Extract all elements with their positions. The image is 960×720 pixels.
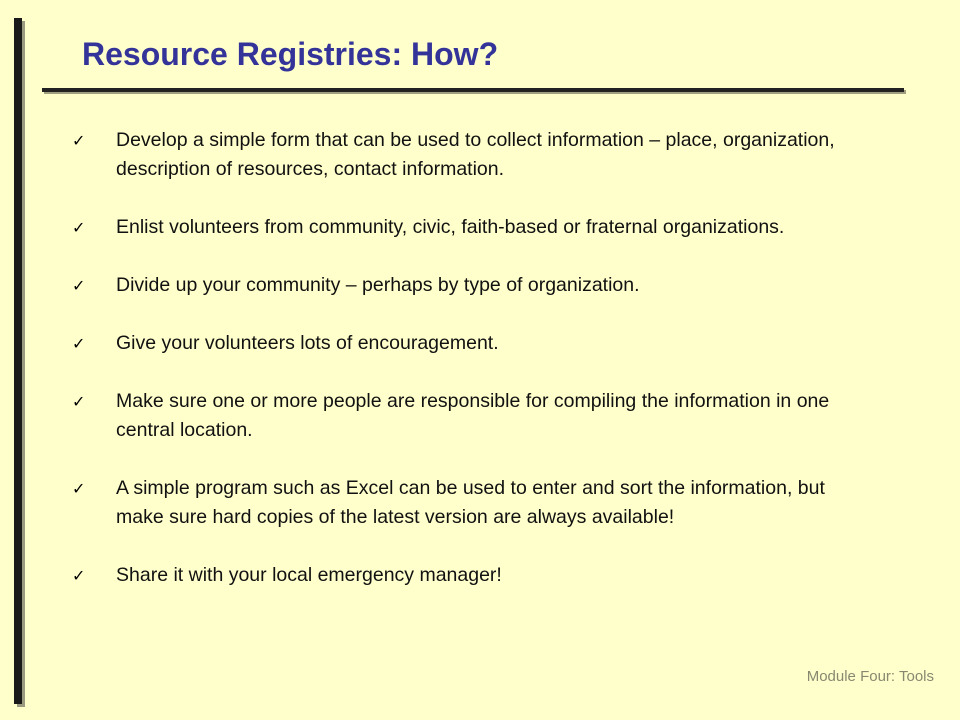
bullet-item bbox=[66, 126, 866, 184]
check-mark-icon: ✓ bbox=[72, 334, 86, 353]
slide-title: Resource Registries: How? bbox=[82, 36, 499, 72]
check-mark-icon: ✓ bbox=[72, 276, 86, 295]
bullet-text: Enlist volunteers from community, civic, faith-based or fraternal organizations. bbox=[116, 216, 785, 238]
bullet-item bbox=[66, 561, 866, 590]
bullet-item bbox=[66, 474, 866, 532]
bullet-item bbox=[66, 213, 866, 242]
bullet-text: Share it with your local emergency manager! bbox=[116, 564, 502, 586]
bullet-text: Give your volunteers lots of encouragement. bbox=[116, 332, 499, 354]
check-mark-icon: ✓ bbox=[72, 131, 86, 150]
bullet-text: Develop a simple form that can be used to collect information – place, organization, description of resources, contact information. bbox=[116, 129, 835, 180]
check-mark-icon: ✓ bbox=[72, 218, 86, 237]
slide-footer: Module Four: Tools bbox=[806, 668, 934, 685]
check-mark-icon: ✓ bbox=[72, 566, 86, 585]
bullet-text: Divide up your community – perhaps by type of organization. bbox=[116, 274, 640, 296]
bullet-text: Make sure one or more people are responsible for compiling the information in one central location. bbox=[116, 390, 830, 441]
bullet-list bbox=[66, 126, 866, 619]
left-accent-bar bbox=[14, 18, 22, 704]
bullet-item bbox=[66, 271, 866, 300]
title-divider bbox=[42, 88, 904, 92]
bullet-item bbox=[66, 387, 866, 445]
check-mark-icon: ✓ bbox=[72, 392, 86, 411]
bullet-item bbox=[66, 329, 866, 358]
check-mark-icon: ✓ bbox=[72, 479, 86, 498]
bullet-text: A simple program such as Excel can be used to enter and sort the information, but make sure hard copies of the latest version are always available! bbox=[116, 477, 825, 528]
